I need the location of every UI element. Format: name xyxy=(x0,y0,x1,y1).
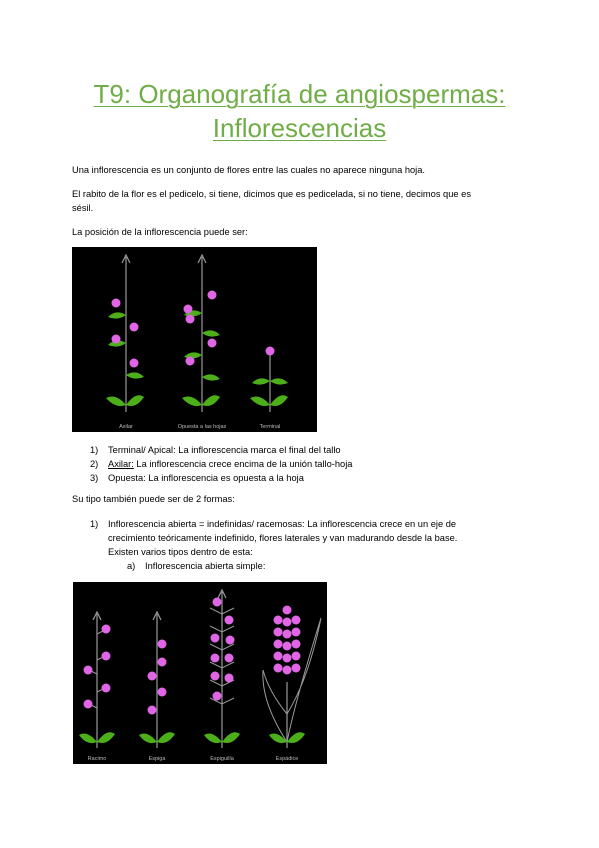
page-title-line2: Inflorescencias xyxy=(212,113,387,143)
types-sub-a-number: a) xyxy=(127,561,136,571)
figure2-label-espiguilla: Espiguilla xyxy=(210,756,234,762)
types-item1-line1: Inflorescencia abierta = indefinidas/ racemosas: La inflorescencia crece en un eje de xyxy=(108,519,457,529)
figure2-label-espiga: Espiga xyxy=(148,756,166,762)
figure2-label-espadice: Espádice xyxy=(275,756,299,762)
intro-paragraph-2-line1: El rabito de la flor es el pedicelo, si tiene, dicimos que es pedicelada, si no tiene, decimos que es xyxy=(72,189,471,199)
position-item-term: Axilar: xyxy=(108,459,134,469)
position-item-term: Opuesta: xyxy=(108,473,146,483)
intro-paragraph-3: La posición de la inflorescencia puede ser: xyxy=(72,227,248,237)
position-item-text: La inflorescencia crece encima de la unión tallo-hoja xyxy=(133,459,353,469)
position-item-text: La inflorescencia es opuesta a la hoja xyxy=(145,473,304,483)
types-item1-line2: crecimiento teóricamente indefinido, flores laterales y van madurando desde la base. xyxy=(108,533,458,543)
types-sub-a-text: Inflorescencia abierta simple: xyxy=(145,561,266,571)
figure-inflorescence-position xyxy=(72,247,317,432)
position-item-text: La inflorescencia marca el final del tallo xyxy=(175,445,341,455)
plant-espiga xyxy=(139,612,175,748)
plant-espiguilla xyxy=(204,590,240,748)
position-item-number: 1) xyxy=(90,445,99,455)
position-item-term: Terminal/ Apical: xyxy=(108,445,176,455)
position-item-number: 3) xyxy=(90,473,99,483)
plant-espadice xyxy=(263,606,321,749)
plant-racimo xyxy=(79,612,115,748)
types-item1-number: 1) xyxy=(90,519,99,529)
page-title-line1: T9: Organografía de angiospermas: xyxy=(93,79,506,109)
figure1-label-opuesta: Opuesta a las hojas xyxy=(177,424,227,430)
plant-terminal xyxy=(250,347,288,413)
types-item1-line3: Existen varios tipos dentro de esta: xyxy=(108,547,253,557)
intro-paragraph-1: Una inflorescencia es un conjunto de flores entre las cuales no aparece ninguna hoja. xyxy=(72,165,425,175)
figure2-label-racimo: Racimo xyxy=(87,756,107,762)
plant-opuesta xyxy=(182,255,220,412)
figure1-label-axilar: Axilar xyxy=(119,424,133,430)
intro-paragraph-2-line2: sésil. xyxy=(72,203,94,213)
figure-open-inflorescence xyxy=(73,582,327,764)
figure1-label-terminal: Terminal xyxy=(259,424,281,430)
position-item-number: 2) xyxy=(90,459,99,469)
types-intro: Su tipo también puede ser de 2 formas: xyxy=(72,494,235,504)
plant-axilar xyxy=(106,255,144,412)
